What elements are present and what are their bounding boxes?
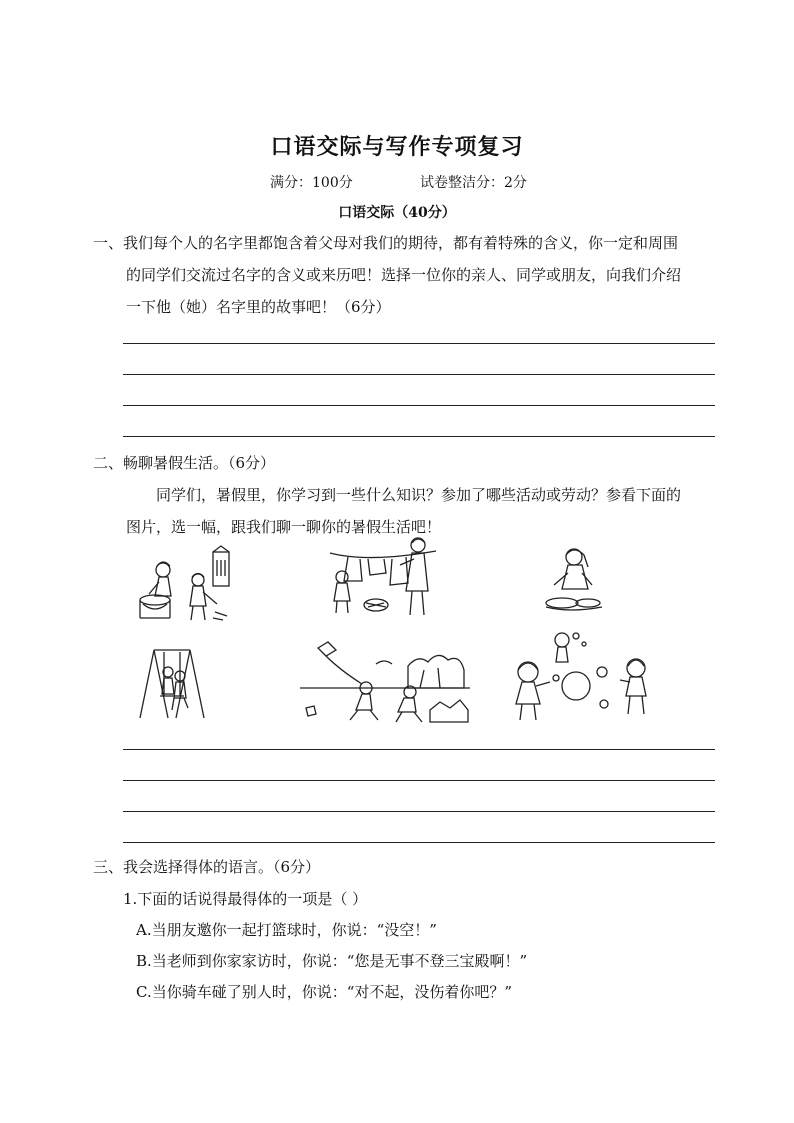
answer-line[interactable]	[123, 343, 715, 344]
q3-option-a: A.当朋友邀你一起打篮球时，你说：“没空！”	[136, 921, 437, 939]
q3-option-c: C.当你骑车碰了别人时，你说：“对不起，没伤着你吧？”	[136, 983, 513, 1001]
q1-line3: 一下他（她）名字里的故事吧！（6分）	[126, 298, 391, 316]
q1-line2: 的同学们交流过名字的含义或来历吧！选择一位你的亲人、同学或朋友，向我们介绍	[126, 266, 682, 284]
q2-line1: 同学们，暑假里，你学习到一些什么知识？参加了哪些活动或劳动？参看下面的	[156, 486, 682, 504]
full-score: 满分：100分	[270, 175, 353, 191]
answer-line[interactable]	[123, 749, 715, 750]
q3-item1: 1.下面的话说得最得体的一项是（ ）	[123, 890, 368, 908]
q2-heading: 二、畅聊暑假生活。（6分）	[93, 454, 276, 472]
answer-line[interactable]	[123, 436, 715, 437]
q3-option-b: B.当老师到你家家访时，你说：“您是无事不登三宝殿啊！”	[136, 952, 528, 970]
page-title: 口语交际与写作专项复习	[270, 134, 524, 160]
neat-score: 试卷整洁分：2分	[420, 175, 527, 191]
answer-line[interactable]	[123, 780, 715, 781]
laundry-scene-image	[328, 535, 438, 617]
bubble-blowing-scene-image	[510, 628, 660, 723]
q2-line2: 图片，选一幅，跟我们聊一聊你的暑假生活吧！	[126, 518, 442, 536]
answer-line[interactable]	[123, 374, 715, 375]
girl-washing-scene-image	[540, 545, 610, 613]
cooking-scene-image	[135, 544, 235, 624]
answer-line[interactable]	[123, 842, 715, 843]
kite-running-scene-image	[300, 640, 470, 724]
section-title: 口语交际（40分）	[338, 205, 456, 221]
answer-line[interactable]	[123, 405, 715, 406]
q3-heading: 三、我会选择得体的语言。（6分）	[93, 858, 321, 876]
swing-scene-image	[132, 648, 212, 720]
q1-line1: 一、我们每个人的名字里都饱含着父母对我们的期待，都有着特殊的含义，你一定和周围	[93, 234, 679, 252]
answer-line[interactable]	[123, 811, 715, 812]
